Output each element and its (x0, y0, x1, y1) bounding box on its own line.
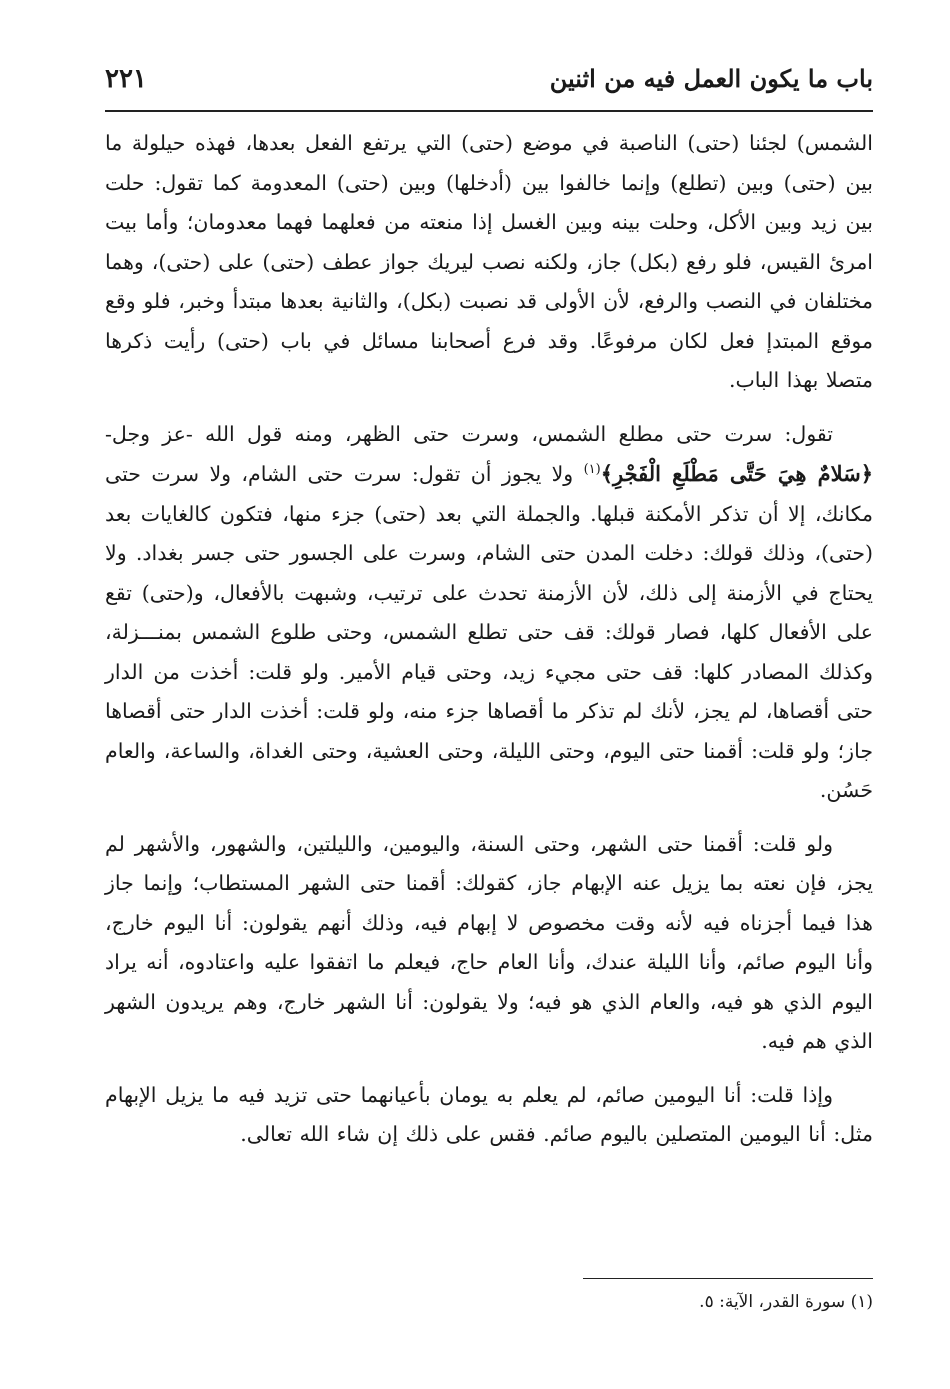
text-line: جسر بغداد. ولا يحتاج في الأزمنة إلى ذلك، لأن الأزمنة تحدث على ترتيب، وشبهت (105, 541, 873, 605)
text-line: حتى مكانك، إلا أن تذكر الأمكنة قبلها. والجملة التي بعد (حتى) جزء منها، فتكون (105, 462, 873, 526)
book-page (105, 50, 873, 1340)
text-line: طلوع الشمس بمنـــزلة، وكذلك المصادر كلها: قف حتى مجيء زيد، وحتى قيام الأمير. (105, 620, 873, 684)
page-number: ٢٢١ (105, 64, 147, 94)
text-line: قلت: أخذت الدار حتى أقصاها جاز؛ ولو قلت: أقمنا حتى اليوم، وحتى الليلة، وحتى (105, 699, 873, 763)
running-title: باب ما يكون العمل فيه من اثنين (549, 64, 873, 93)
text-line: وأما بيت امرئ القيس، فلو رفع (بكل) جاز، ولكنه نصب ليريك جواز عطف (حتى) (105, 210, 873, 274)
footnote-reference[interactable]: (١) (583, 462, 601, 478)
text-line: بالأفعال، و(حتى) تقع على الأفعال كلها، فصار قولك: قف حتى تطلع الشمس، وحتى (105, 580, 873, 644)
text-line: ولا يجوز أن تقول: سرت حتى الشام، ولا سرت (151, 462, 584, 486)
text-line: الشمس) لجئنا (حتى) الناصبة في موضع (حتى) التي يرتفع الفعل بعدها، فهذه حيلولة ما (105, 131, 873, 155)
text-line: مبتدأ وخبر، فلو وقع موقع المبتدإ فعل لكان مرفوعًا. وقد فرع أصحابنا مسائل في باب (105, 289, 873, 353)
footnote: (١) سورة القدر، الآية: ٥. (699, 1292, 873, 1312)
text-line: تقول: سرت حتى مطلع الشمس، وسرت حتى الظهر، ومنه قول الله -عز وجل- (105, 421, 833, 446)
footnote-divider (583, 1278, 873, 1279)
text-line: أنه يراد اليوم الذي هو فيه، والعام الذي هو فيه؛ ولا يقولون: أنا الشهر خارج، وهم (105, 950, 873, 1014)
paragraph-2 (105, 415, 873, 811)
text-line: على (حتى)، وهما مختلفان في النصب والرفع، لأن الأولى قد نصبت (بكل)، والثانية بعدها (105, 249, 873, 313)
text-line: (حتى) رأيت ذكرها متصلا بهذا الباب. (105, 328, 873, 392)
paragraph-3 (105, 825, 873, 1062)
quran-verse: ﴿سَلامٌ هِيَ حَتَّى مَطْلَعِ الْفَجْرِ﴾ (600, 461, 874, 486)
body-text (105, 124, 873, 1155)
text-line: العشية، وحتى الغداة، والساعة، والعام حَسُن. (105, 738, 873, 802)
text-line: كالغايات بعد (حتى)، وذلك قولك: دخلت المدن حتى الشام، وسرت على الجسور حتى (105, 501, 873, 565)
text-line: وإذا قلت: أنا اليومين صائم، لم يعلم به يومان بأعيانهما حتى تزيد فيه ما يزيل (165, 1082, 833, 1107)
text-line: بين (حتى) وبين (تطلع) وإنما خالفوا بين (أدخلها) وبين (حتى) المعدومة كما تقول: (154, 170, 873, 195)
text-line: لم يجز، فإن نعته بما يزيل عنه الإبهام جاز، كقولك: أقمنا حتى الشهر المستطاب؛ وإنما (105, 831, 873, 895)
text-line: جاز هذا فيما أجزناه فيه لأنه وقت مخصوص لا إبهام فيه، وذلك أنهم يقولون: أنا اليوم (105, 871, 873, 935)
text-line: الإبهام مثل: أنا اليومين المتصلين باليوم صائم. فقس على ذلك إن شاء الله تعالى. (105, 1082, 873, 1146)
text-line: ولو قلت: أخذت من الدار حتى أقصاها، لم يجز، لأنك لم تذكر ما أقصاها جزء منه، ولو (105, 659, 873, 723)
text-line: حلت بين زيد وبين الأكل، وحلت بينه وبين الغسل إذا منعته من فعلهما فهما معدومان؛ (105, 170, 873, 234)
text-line: خارج، وأنا اليوم صائم، وأنا الليلة عندك، وأنا العام حاج، فيعلم ما اتفقوا عليه واعتادوه، (105, 910, 873, 974)
paragraph-1 (105, 124, 873, 401)
text-line: يريدون الشهر الذي هم فيه. (105, 989, 873, 1053)
paragraph-4 (105, 1076, 873, 1155)
page-header (105, 50, 873, 112)
text-line: ولو قلت: أقمنا حتى الشهر، وحتى السنة، واليومين، والليلتين، والشهور، والأشهر (134, 831, 833, 856)
